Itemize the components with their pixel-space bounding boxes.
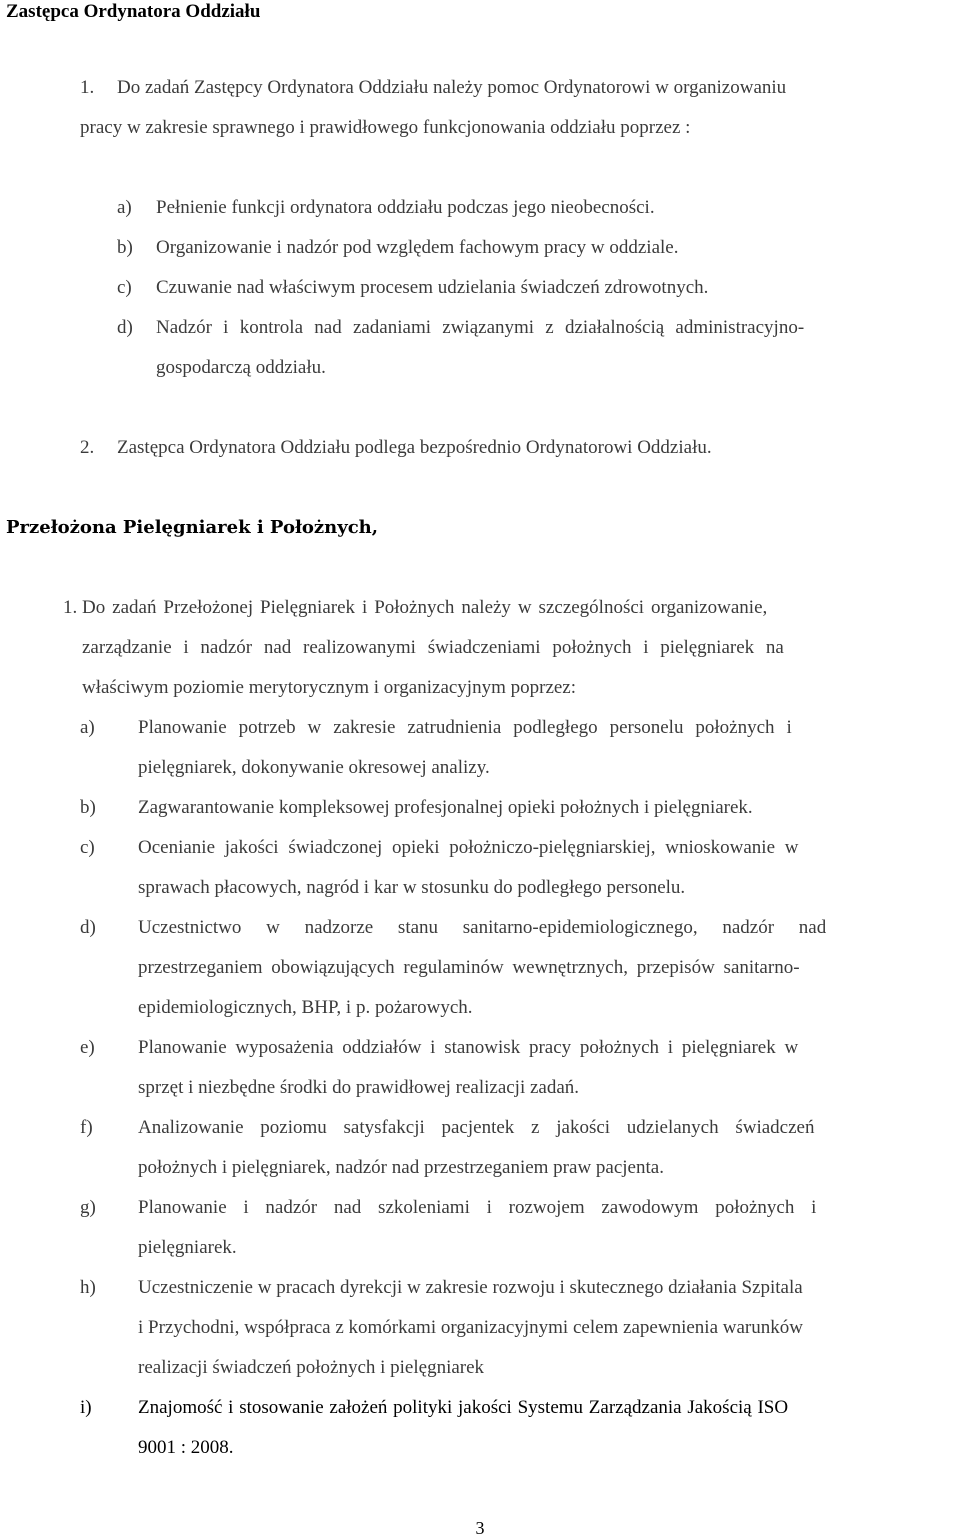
s2-sub-c-line1: Ocenianie jakości świadczonej opieki położniczo-pielęgniarskiej, wnioskowanie w: [138, 837, 799, 858]
s2-sub-h-line1: Uczestniczenie w pracach dyrekcji w zakresie rozwoju i skutecznego działania Szpitala: [138, 1277, 803, 1298]
s2-sub-c-letter: c): [80, 837, 95, 858]
s2-item1-number: 1.: [63, 597, 78, 618]
s1-sub-a-text: Pełnienie funkcji ordynatora oddziału podczas jego nieobecności.: [156, 197, 655, 218]
section-title-head-nurse: Przełożona Pielęgniarek i Położnych,: [6, 517, 379, 538]
s2-sub-d-letter: d): [80, 917, 96, 938]
s2-sub-d-line1: Uczestnictwo w nadzorze stanu sanitarno-epidemiologicznego, nadzór nad: [138, 917, 827, 938]
s2-sub-e-line1: Planowanie wyposażenia oddziałów i stanowisk pracy położnych i pielęgniarek w: [138, 1037, 799, 1058]
s2-sub-b-letter: b): [80, 797, 96, 818]
s1-sub-d-text: Nadzór i kontrola nad zadaniami związanymi z działalnością administracyjno-: [156, 317, 805, 338]
s1-sub-c-letter: c): [117, 277, 132, 298]
s2-sub-f-letter: f): [80, 1117, 93, 1138]
s1-item2-number: 2.: [80, 437, 95, 458]
s2-sub-g-line2: pielęgniarek.: [138, 1237, 237, 1258]
s1-item1-line1: Do zadań Zastępcy Ordynatora Oddziału należy pomoc Ordynatorowi w organizowaniu: [117, 77, 787, 98]
s2-sub-a-letter: a): [80, 717, 95, 738]
s2-item1-line1: Do zadań Przełożonej Pielęgniarek i Położnych należy w szczególności organizowanie,: [82, 597, 768, 618]
s1-sub-d-continuation: gospodarczą oddziału.: [156, 357, 326, 378]
s2-sub-d-line3: epidemiologicznych, BHP, i p. pożarowych.: [138, 997, 473, 1018]
s2-sub-b-line1: Zagwarantowanie kompleksowej profesjonalnej opieki położnych i pielęgniarek.: [138, 797, 753, 818]
s2-sub-e-line2: sprzęt i niezbędne środki do prawidłowej realizacji zadań.: [138, 1077, 580, 1098]
s2-sub-c-line2: sprawach płacowych, nagród i kar w stosunku do podległego personelu.: [138, 877, 686, 898]
s2-sub-g-line1: Planowanie i nadzór nad szkoleniami i rozwojem zawodowym położnych i: [138, 1197, 817, 1218]
s2-sub-d-line2: przestrzeganiem obowiązujących regulaminów wewnętrznych, przepisów sanitarno-: [138, 957, 800, 978]
s1-item1-line2: pracy w zakresie sprawnego i prawidłowego funkcjonowania oddziału poprzez :: [80, 117, 691, 138]
s1-sub-d-letter: d): [117, 317, 133, 338]
s2-item1-line3: właściwym poziomie merytorycznym i organizacyjnym poprzez:: [82, 677, 577, 698]
s2-sub-i-letter: i): [80, 1397, 92, 1418]
s1-sub-c-text: Czuwanie nad właściwym procesem udzielania świadczeń zdrowotnych.: [156, 277, 709, 298]
s2-sub-g-letter: g): [80, 1197, 96, 1218]
s2-sub-e-letter: e): [80, 1037, 95, 1058]
s2-sub-i-line1: Znajomość i stosowanie założeń polityki jakości Systemu Zarządzania Jakością ISO: [138, 1397, 789, 1418]
s2-sub-h-line2: i Przychodni, współpraca z komórkami organizacyjnymi celem zapewnienia warunków: [138, 1317, 803, 1338]
section-title-deputy-head: Zastępca Ordynatora Oddziału: [6, 1, 261, 22]
s2-sub-f-line1: Analizowanie poziomu satysfakcji pacjentek z jakości udzielanych świadczeń: [138, 1117, 815, 1138]
s2-sub-i-line2: 9001 : 2008.: [138, 1437, 234, 1458]
s1-item1-number: 1.: [80, 77, 95, 98]
s2-sub-f-line2: położnych i pielęgniarek, nadzór nad przestrzeganiem praw pacjenta.: [138, 1157, 664, 1178]
s1-sub-a-letter: a): [117, 197, 132, 218]
s2-sub-h-letter: h): [80, 1277, 96, 1298]
s2-sub-a-line2: pielęgniarek, dokonywanie okresowej analizy.: [138, 757, 490, 778]
s1-item2-text: Zastępca Ordynatora Oddziału podlega bezpośrednio Ordynatorowi Oddziału.: [117, 437, 712, 458]
s2-sub-a-line1: Planowanie potrzeb w zakresie zatrudnienia podległego personelu położnych i: [138, 717, 792, 738]
s1-sub-b-text: Organizowanie i nadzór pod względem fachowym pracy w oddziale.: [156, 237, 679, 258]
page-number: 3: [475, 1518, 485, 1538]
s2-sub-h-line3: realizacji świadczeń położnych i pielęgniarek: [138, 1357, 485, 1378]
s1-sub-b-letter: b): [117, 237, 133, 258]
s2-item1-line2: zarządzanie i nadzór nad realizowanymi świadczeniami położnych i pielęgniarek na: [82, 637, 784, 658]
